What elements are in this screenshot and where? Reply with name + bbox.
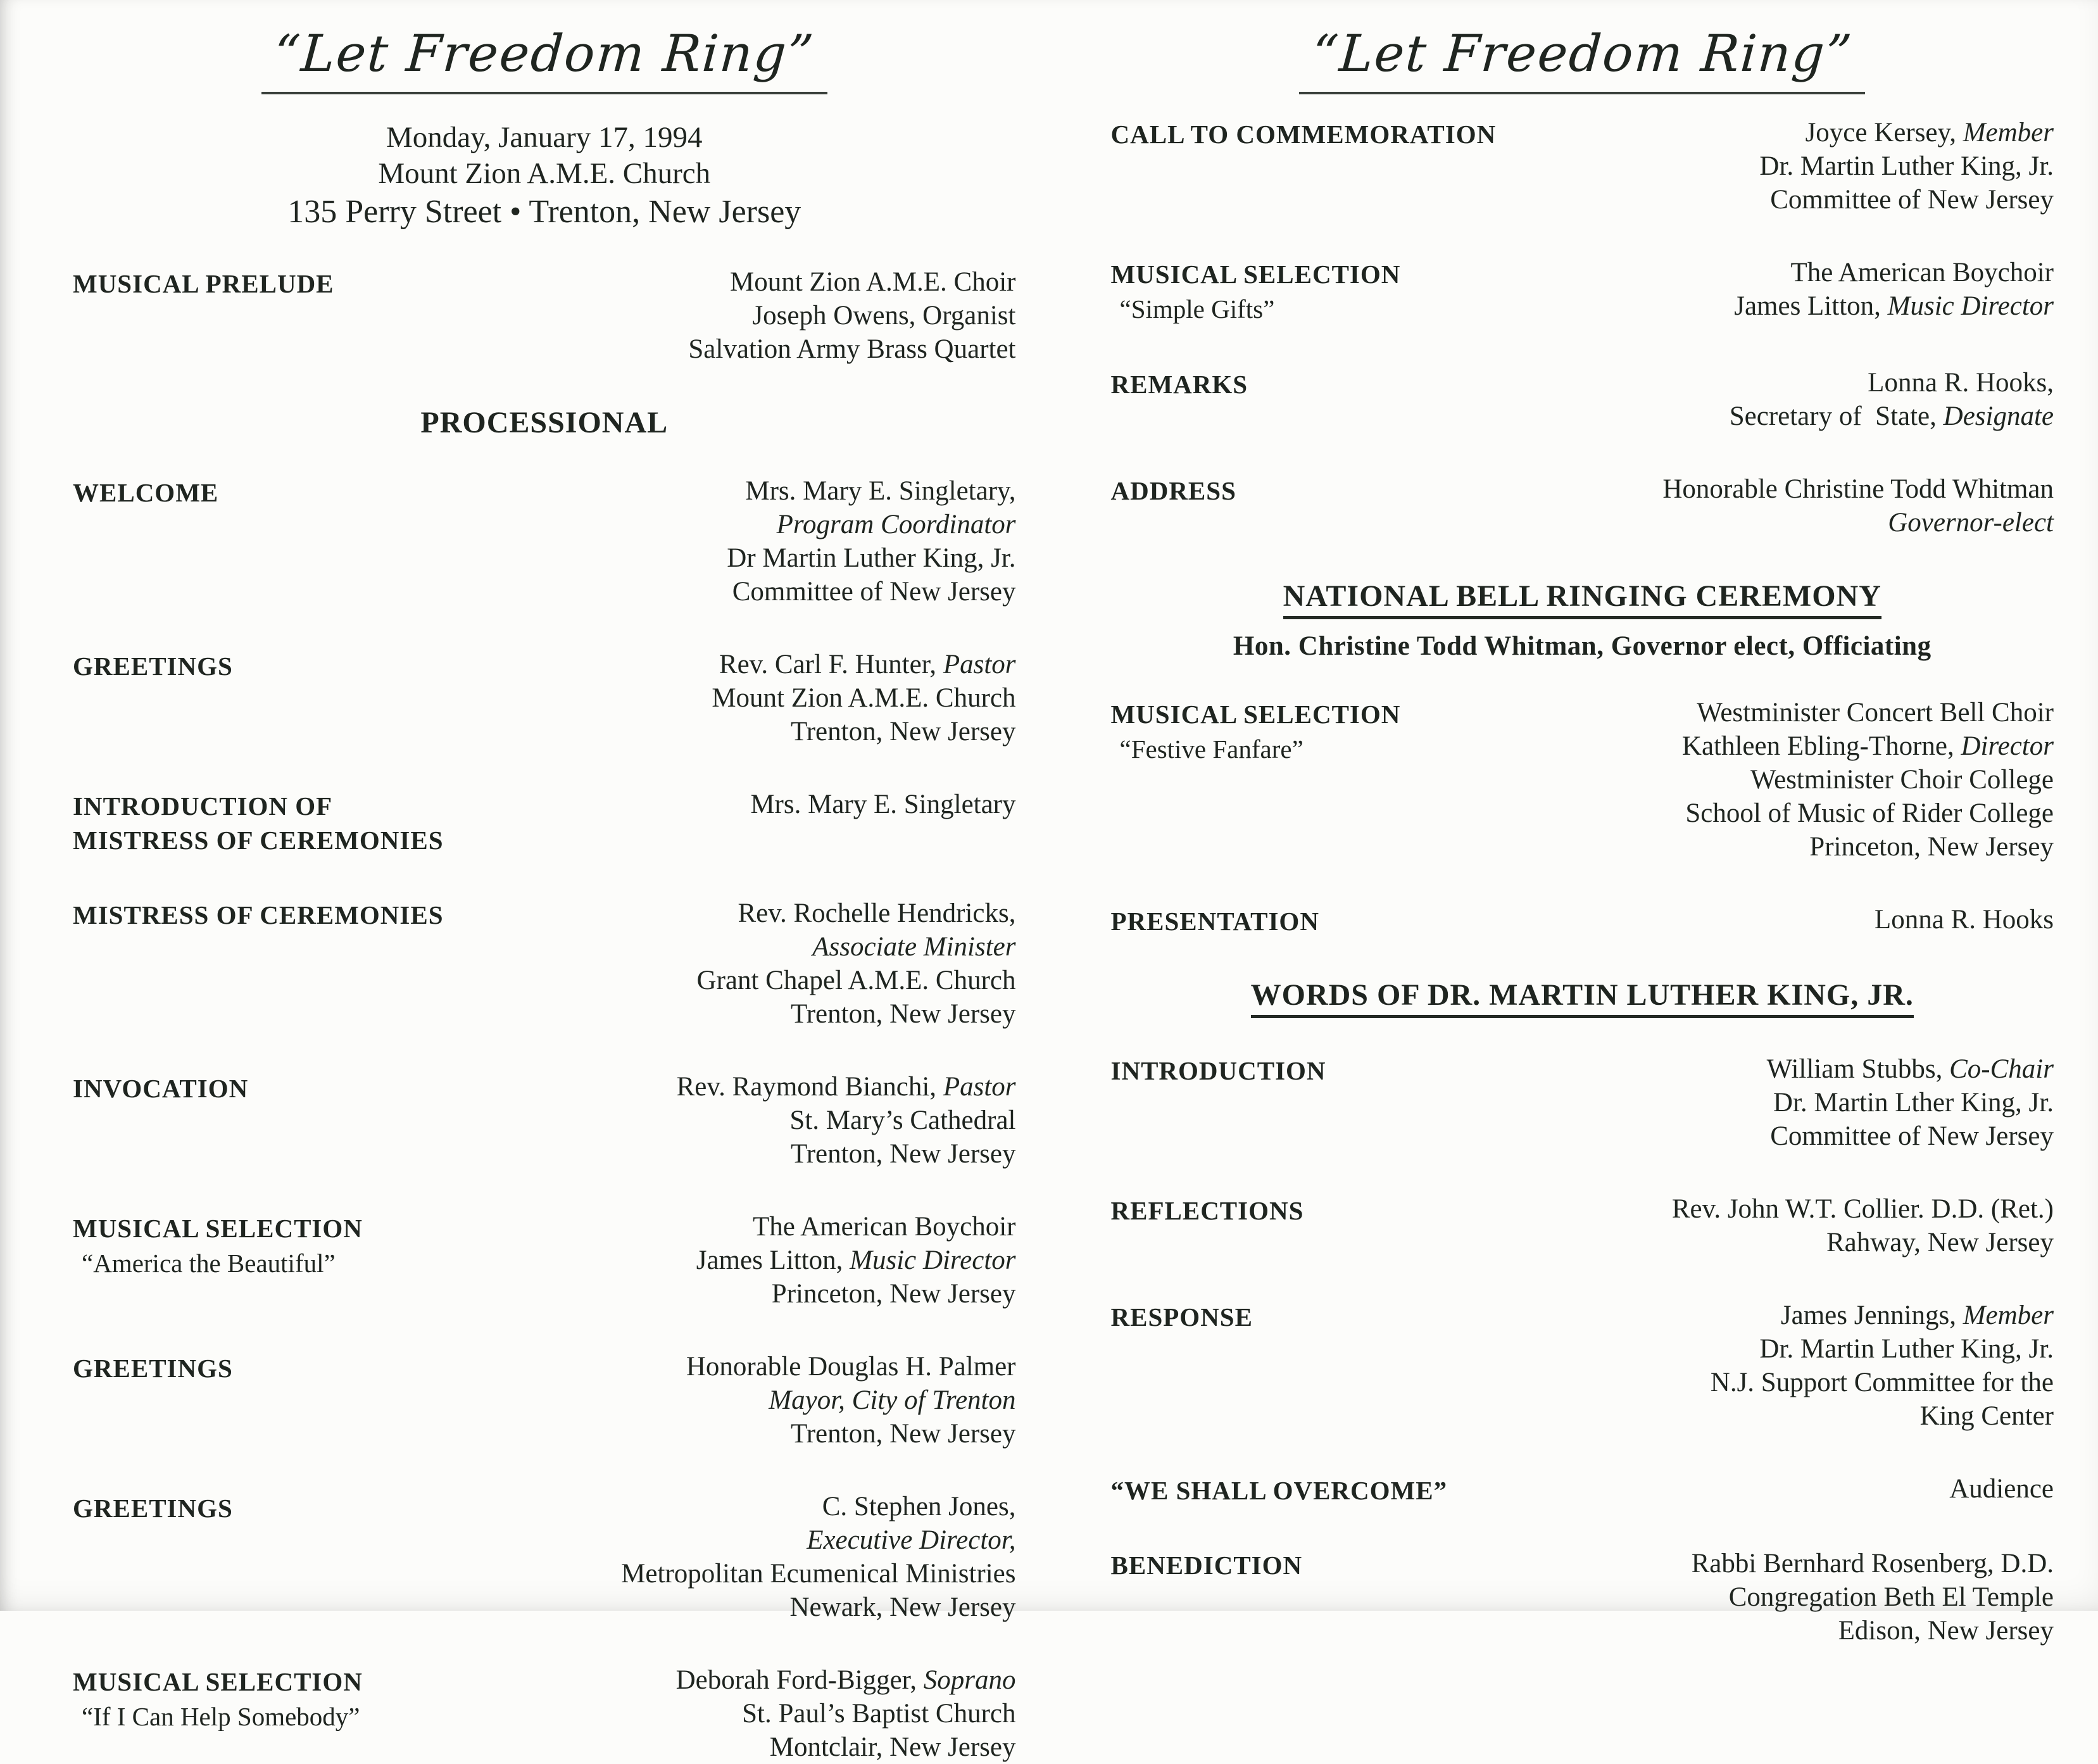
entry-details <box>506 1210 1015 1311</box>
entry-label <box>73 897 506 932</box>
entry-details <box>506 1350 1015 1451</box>
entry-detail-line <box>506 1663 1015 1697</box>
entry-label-line: INTRODUCTION OF <box>73 791 333 821</box>
detail-role-italic: Co-Chair <box>1949 1054 2054 1084</box>
entry-details <box>1545 256 2054 323</box>
entry-label-line: “WE SHALL OVERCOME” <box>1110 1476 1448 1505</box>
entry-detail-line <box>1545 1086 2054 1119</box>
detail-role-italic: Music Director <box>1887 291 2054 321</box>
entry-label-line: MUSICAL SELECTION <box>73 1667 363 1696</box>
program-entry <box>73 1070 1016 1171</box>
entry-label-line: WELCOME <box>73 478 219 507</box>
entry-label-line: REMARKS <box>1110 370 1248 399</box>
entry-label <box>73 1490 506 1525</box>
event-venue: Mount Zion A.M.E. Church <box>378 157 711 190</box>
entry-label-line: MUSICAL SELECTION <box>1110 700 1401 729</box>
entry-detail-line <box>1545 830 2054 864</box>
detail-text: School of Music of Rider College <box>1685 798 2054 828</box>
entry-details <box>506 648 1015 748</box>
entry-label-line: REFLECTIONS <box>1110 1196 1304 1225</box>
entry-label-line: GREETINGS <box>73 652 233 681</box>
program-page-left <box>73 24 1016 1762</box>
entry-details <box>1545 366 2054 433</box>
entry-detail-line <box>1545 797 2054 830</box>
entry-detail-line <box>506 1523 1015 1557</box>
event-date-block <box>73 120 1016 232</box>
detail-text: King Center <box>1919 1401 2054 1431</box>
entry-label <box>1111 472 1545 508</box>
entry-label-line: MISTRESS OF CEREMONIES <box>73 900 444 929</box>
entry-detail-line <box>1545 183 2054 217</box>
entry-details <box>1545 1472 2054 1506</box>
title-rule <box>1299 92 1865 94</box>
entry-detail-line <box>1545 400 2054 433</box>
detail-text: Honorable Christine Todd Whitman <box>1662 474 2054 504</box>
entry-label-line: GREETINGS <box>73 1354 233 1383</box>
detail-text: Westminister Concert Bell Choir <box>1697 698 2054 728</box>
detail-text: Trenton, New Jersey <box>790 1419 1016 1449</box>
entry-detail-line <box>1545 506 2054 539</box>
entry-detail-line <box>506 1350 1015 1383</box>
entry-detail-line <box>506 1383 1015 1417</box>
entry-detail-line <box>506 1137 1015 1171</box>
section-heading-block <box>73 405 1016 440</box>
entry-detail-line <box>1545 1399 2054 1433</box>
detail-text: Secretary of State, <box>1729 401 1944 431</box>
entry-detail-line <box>506 1697 1015 1730</box>
entry-label <box>1111 1547 1545 1582</box>
event-address: 135 Perry Street • Trenton, New Jersey <box>287 194 801 230</box>
entry-detail-line <box>506 897 1015 930</box>
entry-details <box>1545 116 2054 217</box>
entry-selection-title: “America the Beautiful” <box>82 1249 336 1278</box>
detail-text: Dr. Martin Lther King, Jr. <box>1773 1088 2054 1118</box>
detail-text: Mount Zion A.M.E. Choir <box>729 267 1016 297</box>
entry-label-line: BENEDICTION <box>1110 1551 1303 1580</box>
program-page-right <box>1110 24 2054 1646</box>
program-entry <box>1111 472 2054 539</box>
entry-label-line: PRESENTATION <box>1110 907 1319 936</box>
entry-detail-line <box>506 332 1015 366</box>
entry-details <box>506 1663 1015 1764</box>
detail-text: Dr. Martin Luther King, Jr. <box>1759 1334 2054 1364</box>
detail-text: Committee of New Jersey <box>1770 1121 2054 1151</box>
detail-text: Metropolitan Ecumenical Ministries <box>621 1559 1016 1589</box>
detail-text: Joyce Kersey, <box>1805 118 1963 148</box>
entry-detail-line <box>506 1591 1015 1624</box>
program-entry <box>1111 116 2054 217</box>
entry-label <box>1111 1052 1545 1088</box>
entry-details <box>506 1490 1015 1624</box>
entry-detail-line <box>506 1490 1015 1523</box>
entry-label-line: MUSICAL SELECTION <box>1110 260 1401 289</box>
detail-text: Lonna R. Hooks, <box>1868 368 2054 398</box>
detail-text: Rabbi Bernhard Rosenberg, D.D. <box>1691 1549 2054 1578</box>
program-entry <box>73 897 1016 1031</box>
entry-detail-line <box>1545 256 2054 289</box>
detail-text: Trenton, New Jersey <box>790 999 1016 1029</box>
detail-text: Rev. Rochelle Hendricks, <box>738 898 1016 928</box>
entry-label-line: ADDRESS <box>1110 476 1236 505</box>
entry-detail-line <box>1545 289 2054 323</box>
entry-detail-line <box>506 788 1015 821</box>
entry-label <box>1111 256 1545 327</box>
detail-text: Trenton, New Jersey <box>790 717 1016 747</box>
entry-label-line: GREETINGS <box>73 1494 233 1523</box>
entry-label <box>1111 116 1545 151</box>
detail-role-italic: Director <box>1961 731 2054 761</box>
entry-label <box>1111 1192 1545 1228</box>
entry-detail-line <box>506 508 1015 541</box>
entry-label <box>1111 1299 1545 1334</box>
program-entry <box>1111 1052 2054 1153</box>
entry-detail-line <box>506 1730 1015 1764</box>
detail-role-italic: Executive Director, <box>807 1525 1016 1555</box>
title-rule <box>261 92 827 94</box>
entry-label-line: RESPONSE <box>1110 1302 1253 1332</box>
entry-label-line: INTRODUCTION <box>1110 1056 1326 1085</box>
entry-detail-line <box>1545 1299 2054 1332</box>
detail-text: Committee of New Jersey <box>1770 185 2054 215</box>
detail-text: Westminister Choir College <box>1750 765 2054 795</box>
page-header-right <box>1111 24 2054 94</box>
detail-text: Honorable Douglas H. Palmer <box>686 1352 1016 1382</box>
entry-detail-line <box>506 1244 1015 1277</box>
entry-selection-title: “Festive Fanfare” <box>1119 734 1303 764</box>
detail-text: Mrs. Mary E. Singletary, <box>745 476 1016 506</box>
program-entry <box>73 265 1016 366</box>
entry-detail-line <box>506 1417 1015 1451</box>
detail-role-italic: Governor-elect <box>1888 508 2054 538</box>
section-heading: WORDS OF DR. MARTIN LUTHER KING, JR. <box>1251 978 1914 1018</box>
entry-detail-line <box>1545 472 2054 506</box>
detail-text: St. Mary’s Cathedral <box>789 1106 1016 1135</box>
entry-label <box>73 1350 506 1385</box>
entry-selection-title: “Simple Gifts” <box>1119 294 1275 324</box>
entry-detail-line <box>1545 763 2054 797</box>
detail-role-italic: Member <box>1963 1301 2054 1330</box>
detail-text: Mount Zion A.M.E. Church <box>712 683 1016 713</box>
detail-text: Audience <box>1949 1474 2054 1504</box>
detail-text: Kathleen Ebling-Thorne, <box>1681 731 1961 761</box>
entry-detail-line <box>1545 1472 2054 1506</box>
entry-label-line: MUSICAL PRELUDE <box>73 269 334 298</box>
entry-detail-line <box>1545 149 2054 183</box>
detail-text: St. Paul’s Baptist Church <box>742 1699 1016 1729</box>
section-heading: PROCESSIONAL <box>420 406 669 439</box>
entry-detail-line <box>506 1210 1015 1244</box>
entry-detail-line <box>1545 1052 2054 1086</box>
entry-detail-line <box>506 541 1015 575</box>
entry-details <box>506 897 1015 1031</box>
entry-label-line: CALL TO COMMEMORATION <box>1110 120 1497 149</box>
detail-role-italic: Program Coordinator <box>776 510 1016 539</box>
entry-details <box>1545 1052 2054 1153</box>
entry-label <box>73 648 506 683</box>
entry-label <box>73 788 506 857</box>
entry-details <box>1545 1192 2054 1259</box>
detail-text: Grant Chapel A.M.E. Church <box>696 966 1016 995</box>
entry-detail-line <box>1545 1547 2054 1580</box>
entry-detail-line <box>506 299 1015 332</box>
entry-details <box>506 474 1015 608</box>
entry-label <box>73 265 506 301</box>
page-header-left <box>73 24 1016 94</box>
page-title: “Let Freedom Ring” <box>272 24 817 83</box>
detail-role-italic: Music Director <box>850 1245 1016 1275</box>
detail-text: Congregation Beth El Temple <box>1728 1582 2054 1612</box>
program-entries-right <box>1111 116 2054 1647</box>
detail-text: William Stubbs, <box>1766 1054 1950 1084</box>
entry-detail-line <box>506 930 1015 964</box>
page-title: “Let Freedom Ring” <box>1310 24 1855 83</box>
program-entry <box>73 1350 1016 1451</box>
entry-detail-line <box>506 964 1015 997</box>
entry-detail-line <box>506 715 1015 748</box>
entry-detail-line <box>1545 696 2054 729</box>
entry-detail-line <box>506 1277 1015 1311</box>
program-entry <box>1111 1472 2054 1508</box>
section-subheading: Hon. Christine Todd Whitman, Governor elect, Officiating <box>1233 631 1932 661</box>
entry-detail-line <box>1545 1192 2054 1226</box>
detail-text: James Litton, <box>1734 291 1888 321</box>
section-heading-block <box>1111 978 2054 1018</box>
entry-detail-line <box>1545 116 2054 149</box>
detail-text: Committee of New Jersey <box>732 577 1016 607</box>
detail-text: Dr Martin Luther King, Jr. <box>727 543 1016 573</box>
program-entry <box>1111 696 2054 864</box>
entry-detail-line <box>1545 1366 2054 1399</box>
entry-detail-line <box>506 1070 1015 1104</box>
program-entry <box>1111 1192 2054 1259</box>
entry-details <box>1545 1547 2054 1647</box>
detail-text: Rev. Carl F. Hunter, <box>719 650 943 679</box>
section-heading: NATIONAL BELL RINGING CEREMONY <box>1283 579 1881 619</box>
detail-text: Dr. Martin Luther King, Jr. <box>1759 151 2054 181</box>
detail-text: Newark, New Jersey <box>789 1592 1016 1622</box>
detail-role-italic: Soprano <box>923 1665 1016 1695</box>
entry-label-line: INVOCATION <box>73 1074 249 1103</box>
program-entry <box>73 1663 1016 1764</box>
entry-details <box>506 265 1015 366</box>
entry-detail-line <box>506 265 1015 299</box>
entry-label-line: MUSICAL SELECTION <box>73 1214 363 1243</box>
entry-detail-line <box>1545 903 2054 936</box>
entry-detail-line <box>1545 1119 2054 1153</box>
detail-text: Salvation Army Brass Quartet <box>688 334 1016 364</box>
entry-label <box>73 474 506 510</box>
entry-detail-line <box>506 575 1015 608</box>
detail-role-italic: Designate <box>1943 401 2054 431</box>
detail-text: James Litton, <box>696 1245 850 1275</box>
detail-text: The American Boychoir <box>1790 258 2054 287</box>
entry-details <box>1545 472 2054 539</box>
entry-detail-line <box>1545 729 2054 763</box>
program-entry <box>1111 366 2054 433</box>
entry-detail-line <box>506 997 1015 1031</box>
detail-text: Montclair, New Jersey <box>769 1732 1016 1762</box>
program-entry <box>1111 903 2054 938</box>
detail-text: Princeton, New Jersey <box>771 1279 1016 1309</box>
entry-details <box>1545 696 2054 864</box>
entry-label <box>1111 903 1545 938</box>
detail-text: N.J. Support Committee for the <box>1710 1368 2054 1397</box>
detail-role-italic: Pastor <box>943 1072 1016 1102</box>
entry-detail-line <box>506 648 1015 681</box>
detail-role-italic: Mayor, City of Trenton <box>769 1385 1016 1415</box>
detail-text: Deborah Ford-Bigger, <box>675 1665 924 1695</box>
program-entry <box>73 648 1016 748</box>
entry-detail-line <box>506 681 1015 715</box>
event-date: Monday, January 17, 1994 <box>386 121 703 154</box>
entry-detail-line <box>506 1557 1015 1591</box>
entry-details <box>506 788 1015 821</box>
detail-text: Rev. Raymond Bianchi, <box>676 1072 943 1102</box>
detail-text: Trenton, New Jersey <box>790 1139 1016 1169</box>
entry-detail-line <box>506 474 1015 508</box>
program-entry <box>73 1490 1016 1624</box>
detail-text: Joseph Owens, Organist <box>752 301 1016 331</box>
detail-text: C. Stephen Jones, <box>822 1492 1016 1521</box>
detail-role-italic: Member <box>1963 118 2054 148</box>
detail-role-italic: Pastor <box>943 650 1016 679</box>
program-entry <box>1111 1547 2054 1647</box>
entry-label <box>1111 366 1545 401</box>
detail-text: James Jennings, <box>1780 1301 1963 1330</box>
entry-selection-title: “If I Can Help Somebody” <box>82 1702 360 1731</box>
entry-detail-line <box>1545 1332 2054 1366</box>
entry-detail-line <box>506 1104 1015 1137</box>
entry-details <box>506 1070 1015 1171</box>
program-entry <box>73 1210 1016 1311</box>
detail-role-italic: Associate Minister <box>812 932 1016 962</box>
entry-detail-line <box>1545 1226 2054 1259</box>
entry-label <box>1111 696 1545 767</box>
detail-text: Lonna R. Hooks <box>1874 905 2054 935</box>
section-heading-block <box>1111 579 2054 662</box>
entry-label <box>73 1070 506 1106</box>
entry-detail-line <box>1545 1580 2054 1614</box>
program-entry <box>1111 1299 2054 1433</box>
program-entry <box>73 474 1016 608</box>
detail-text: The American Boychoir <box>752 1212 1016 1242</box>
detail-text: Rev. John W.T. Collier. D.D. (Ret.) <box>1671 1194 2054 1224</box>
entry-label <box>73 1210 506 1281</box>
entry-label <box>1111 1472 1545 1508</box>
program-entry <box>1111 256 2054 327</box>
program-entries-left <box>73 265 1016 1764</box>
entry-label-line: MISTRESS OF CEREMONIES <box>73 826 444 855</box>
program-entry <box>73 788 1016 857</box>
entry-label <box>73 1663 506 1734</box>
entry-details <box>1545 1299 2054 1433</box>
entry-detail-line <box>1545 366 2054 400</box>
entry-detail-line <box>1545 1614 2054 1647</box>
detail-text: Mrs. Mary E. Singletary <box>750 790 1016 819</box>
entry-details <box>1545 903 2054 936</box>
detail-text: Princeton, New Jersey <box>1809 832 2054 862</box>
detail-text: Rahway, New Jersey <box>1826 1228 2054 1257</box>
detail-text: Edison, New Jersey <box>1838 1616 2054 1646</box>
